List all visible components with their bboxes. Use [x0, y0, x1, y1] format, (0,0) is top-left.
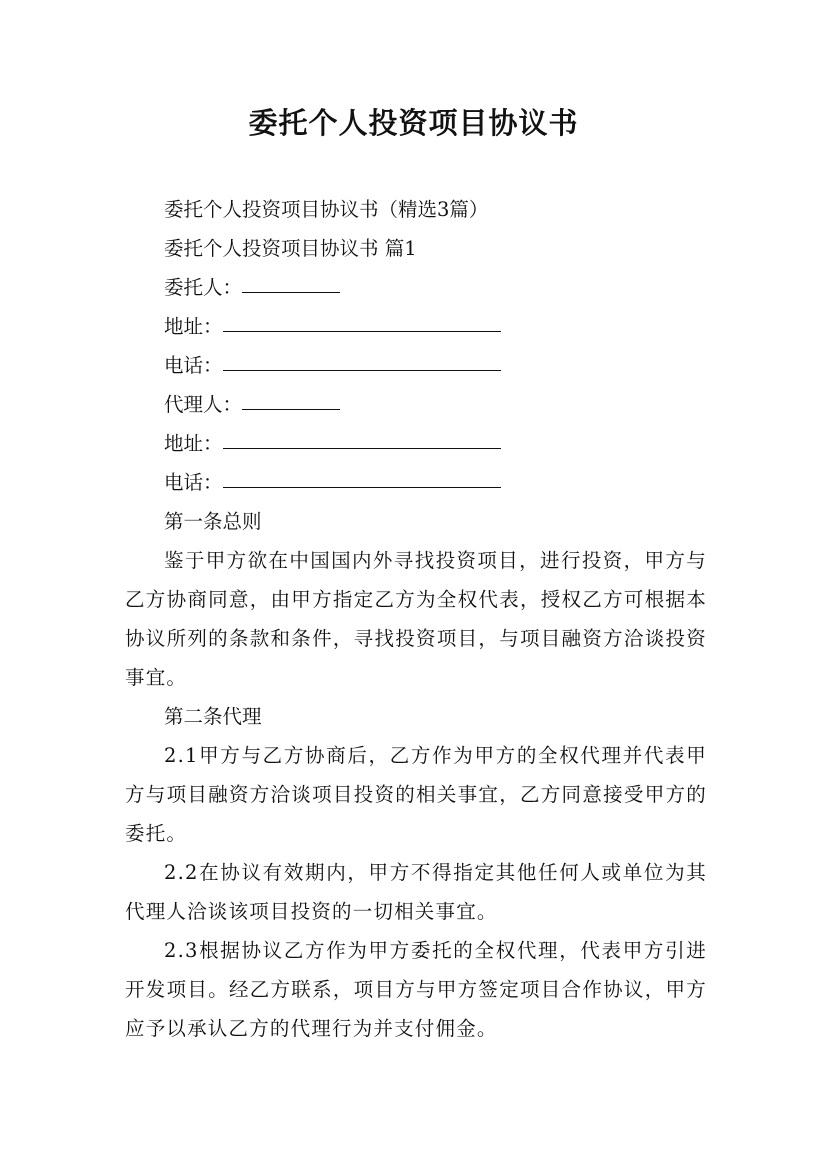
document-subtitle: 委托个人投资项目协议书（精选3篇）: [164, 198, 489, 221]
document-body: [125, 190, 707, 1048]
article1-text: 鉴于甲方欲在中国国内外寻找投资项目，进行投资，甲方与乙方协商同意，由甲方指定乙方为全权代表，授权乙方可根据本协议所列的条款和条件，寻找投资项目，与项目融资方洽谈投资事宜。: [125, 549, 707, 689]
agent-address-blank-line: [223, 447, 501, 449]
document-title: 委托个人投资项目协议书: [248, 106, 579, 140]
agent-field: [125, 385, 707, 424]
client-address-field: [125, 307, 707, 346]
clause-2-1: 2.1甲方与乙方协商后，乙方作为甲方的全权代理并代表甲方与项目融资方洽谈项目投资的相关事宜，乙方同意接受甲方的委托。: [125, 744, 707, 845]
client-address-blank-line: [223, 330, 501, 332]
agent-phone-blank-line: [223, 486, 501, 488]
client-field: [125, 268, 707, 307]
client-phone-blank-line: [223, 369, 501, 371]
agent-address-label: 地址：: [164, 432, 223, 455]
client-phone-field: [125, 346, 707, 385]
agent-label: 代理人：: [164, 393, 243, 416]
clause-2-2: 2.2在协议有效期内，甲方不得指定其他任何人或单位为其代理人洽谈该项目投资的一切相关事宜。: [125, 861, 707, 923]
agent-blank-line: [242, 408, 340, 410]
clause-2-3: 2.3根据协议乙方作为甲方委托的全权代理，代表甲方引进开发项目。经乙方联系，项目方与甲方签定项目合作协议，甲方应予以承认乙方的代理行为并支付佣金。: [125, 939, 707, 1040]
agent-address-field: [125, 424, 707, 463]
agent-phone-label: 电话：: [164, 471, 223, 494]
article2-heading: 第二条代理: [164, 705, 262, 728]
agent-phone-field: [125, 463, 707, 502]
article1-heading: 第一条总则: [164, 510, 262, 533]
client-label: 委托人：: [164, 276, 243, 299]
client-address-label: 地址：: [164, 315, 223, 338]
client-phone-label: 电话：: [164, 354, 223, 377]
section-heading: 委托个人投资项目协议书 篇1: [164, 237, 417, 260]
client-blank-line: [242, 291, 340, 293]
